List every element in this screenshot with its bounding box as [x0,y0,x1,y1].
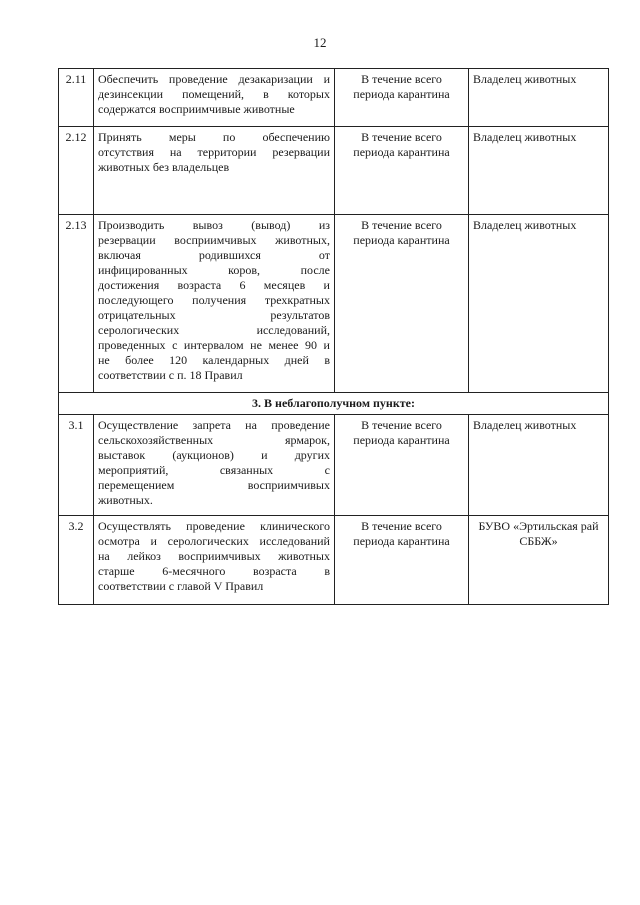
action-line: соответствии с главой V Правил [98,579,264,593]
responsible-cell: Владелец животных [469,127,609,215]
action-line: на лейкоз восприимчивых животных [98,549,330,563]
action-line: содержатся восприимчивые животные [98,102,295,116]
table-row [59,69,609,127]
table-row [59,127,609,215]
section-row [59,393,609,415]
action-line: резервации восприимчивых животных, [98,233,330,247]
action-line: животных. [98,493,153,507]
action-line: инфицированных коров, после [98,263,330,277]
action-line: Осуществление запрета на проведение [98,418,330,432]
action-line: проведенных с интервалом не менее 90 и [98,338,330,352]
responsible-cell: Владелец животных [469,415,609,516]
page-number: 12 [313,35,327,50]
action-line: соответствии с п. 18 Правил [98,368,243,382]
action-line: выставок (аукционов) и других [98,448,330,462]
row-number: 3.1 [59,415,94,516]
action-line: дезинсекции помещений, в которых [98,87,330,101]
action-line: не более 120 календарных дней в [98,353,330,367]
action-line: включая родившихся от [98,248,330,262]
action-line: сельскохозяйственных ярмарок, [98,433,330,447]
action-cell [94,69,335,127]
action-line: Принять меры по обеспечению [98,130,330,144]
action-line: животных без владельцев [98,160,230,174]
table-row [59,215,609,393]
action-cell [94,127,335,215]
action-line: серологических исследований, [98,323,330,337]
action-line: старше 6-месячного возраста в [98,564,330,578]
action-line: Осуществлять проведение клинического [98,519,330,533]
term-cell: В течение всего периода карантина [335,127,469,215]
row-number: 2.12 [59,127,94,215]
term-cell: В течение всего периода карантина [335,415,469,516]
measures-table [58,68,609,605]
responsible-cell: Владелец животных [469,69,609,127]
action-cell [94,415,335,516]
table-row [59,415,609,516]
term-cell: В течение всего периода карантина [335,215,469,393]
action-line: отсутствия на территории резервации [98,145,330,159]
action-line: отрицательных результатов [98,308,330,322]
action-line: последующего получения трехкратных [98,293,330,307]
row-number: 2.13 [59,215,94,393]
responsible-cell: Владелец животных [469,215,609,393]
term-cell: В течение всего периода карантина [335,516,469,605]
table-row [59,516,609,605]
responsible-cell: БУВО «Эртильская рай СББЖ» [469,516,609,605]
action-line: перемещением восприимчивых [98,478,330,492]
section-heading: 3. В неблагополучном пункте: [59,393,609,415]
row-number: 2.11 [59,69,94,127]
action-line: Производить вывоз (вывод) из [98,218,330,232]
action-line: достижения возраста 6 месяцев и [98,278,330,292]
term-cell: В течение всего периода карантина [335,69,469,127]
action-cell [94,516,335,605]
row-number: 3.2 [59,516,94,605]
action-line: осмотра и серологических исследований [98,534,330,548]
action-cell [94,215,335,393]
action-line: Обеспечить проведение дезакаризации и [98,72,330,86]
action-line: мероприятий, связанных с [98,463,330,477]
